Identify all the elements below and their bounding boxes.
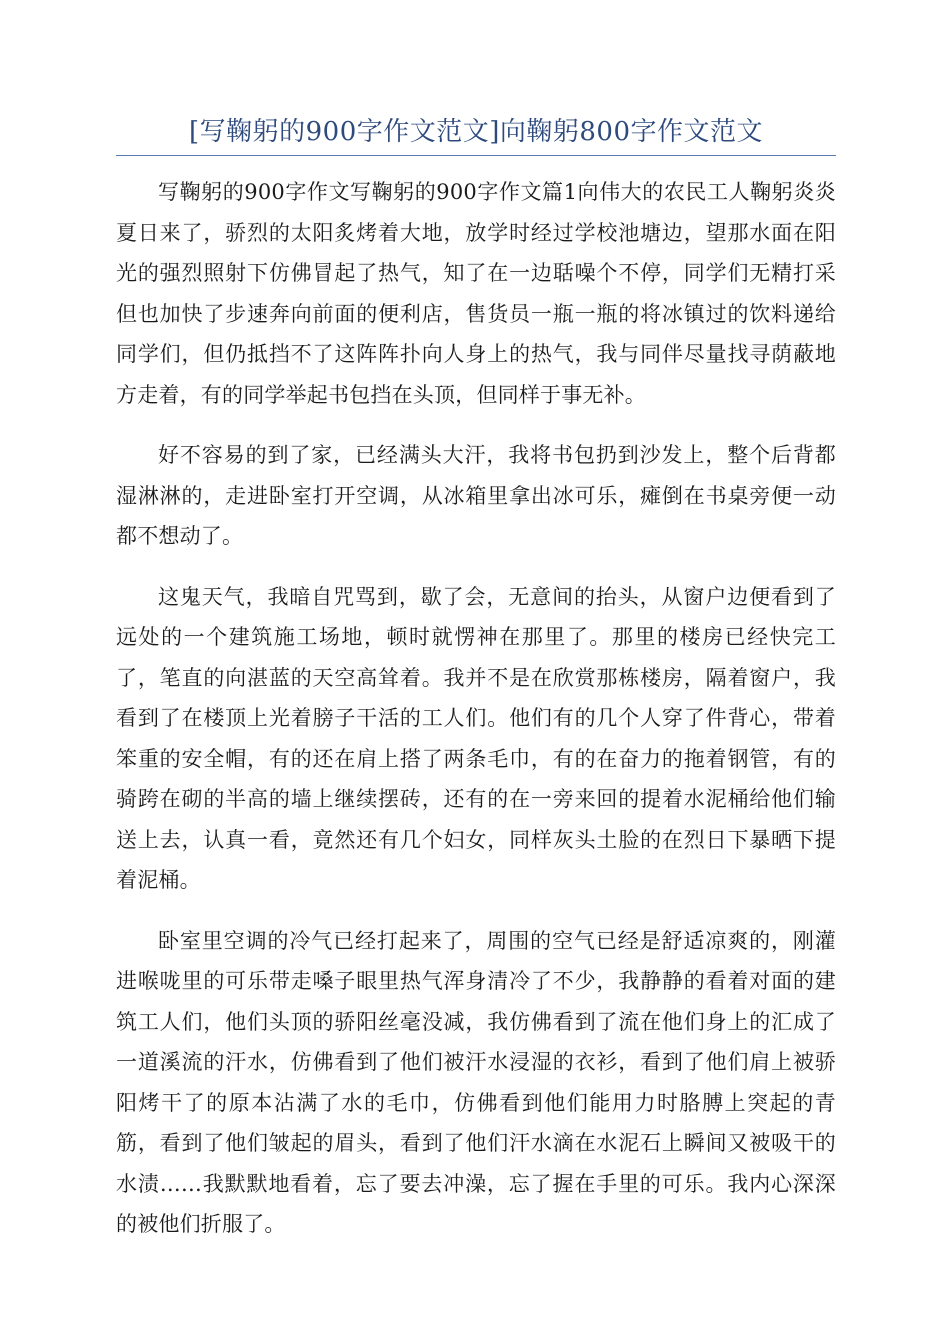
paragraph: 卧室里空调的冷气已经打起来了，周围的空气已经是舒适凉爽的，刚灌进喉咙里的可乐带走嗓子眼里热气浑身清冷了不少，我静静的看着对面的建筑工人们，他们头顶的骄阳丝毫没减，我仿佛看到了流在他们身上的汇成了一道溪流的汗水，仿佛看到了他们被汗水浸湿的衣衫，看到了他们肩上被骄阳烤干了的原本沾满了水的毛巾，仿佛看到他们能用力时胳膊上突起的青筋，看到了他们皱起的眉头，看到了他们汗水滴在水泥石上瞬间又被吸干的水渍……我默默地看着，忘了要去冲澡，忘了握在手里的可乐。我内心深深的被他们折服了。	[116, 928, 836, 1236]
title-underline	[116, 155, 836, 156]
paragraph: 好不容易的到了家，已经满头大汗，我将书包扔到沙发上，整个后背都湿淋淋的，走进卧室打开空调，从冰箱里拿出冰可乐，瘫倒在书桌旁便一动都不想动了。	[116, 443, 836, 548]
document-body	[116, 172, 836, 1265]
document-title: [写鞠躬的900字作文范文]向鞠躬800字作文范文	[188, 117, 764, 147]
paragraph: 这鬼天气，我暗自咒骂到，歇了会，无意间的抬头，从窗户边便看到了远处的一个建筑施工场地，顿时就愣神在那里了。那里的楼房已经快完工了，笔直的向湛蓝的天空高耸着。我并不是在欣赏那栋楼房，隔着窗户，我看到了在楼顶上光着膀子干活的工人们。他们有的几个人穿了件背心，带着笨重的安全帽，有的还在肩上搭了两条毛巾，有的在奋力的拖着钢管，有的骑跨在砌的半高的墙上继续摆砖，还有的在一旁来回的提着水泥桶给他们输送上去，认真一看，竟然还有几个妇女，同样灰头土脸的在烈日下暴晒下提着泥桶。	[116, 584, 836, 892]
paragraph: 写鞠躬的900字作文写鞠躬的900字作文篇1向伟大的农民工人鞠躬炎炎夏日来了，骄烈的太阳炙烤着大地，放学时经过学校池塘边，望那水面在阳光的强烈照射下仿佛冒起了热气，知了在一边聒噪个不停，同学们无精打采但也加快了步速奔向前面的便利店，售货员一瓶一瓶的将冰镇过的饮料递给同学们，但仍抵挡不了这阵阵扑向人身上的热气，我与同伴尽量找寻荫蔽地方走着，有的同学举起书包挡在头顶，但同样于事无补。	[116, 180, 836, 407]
